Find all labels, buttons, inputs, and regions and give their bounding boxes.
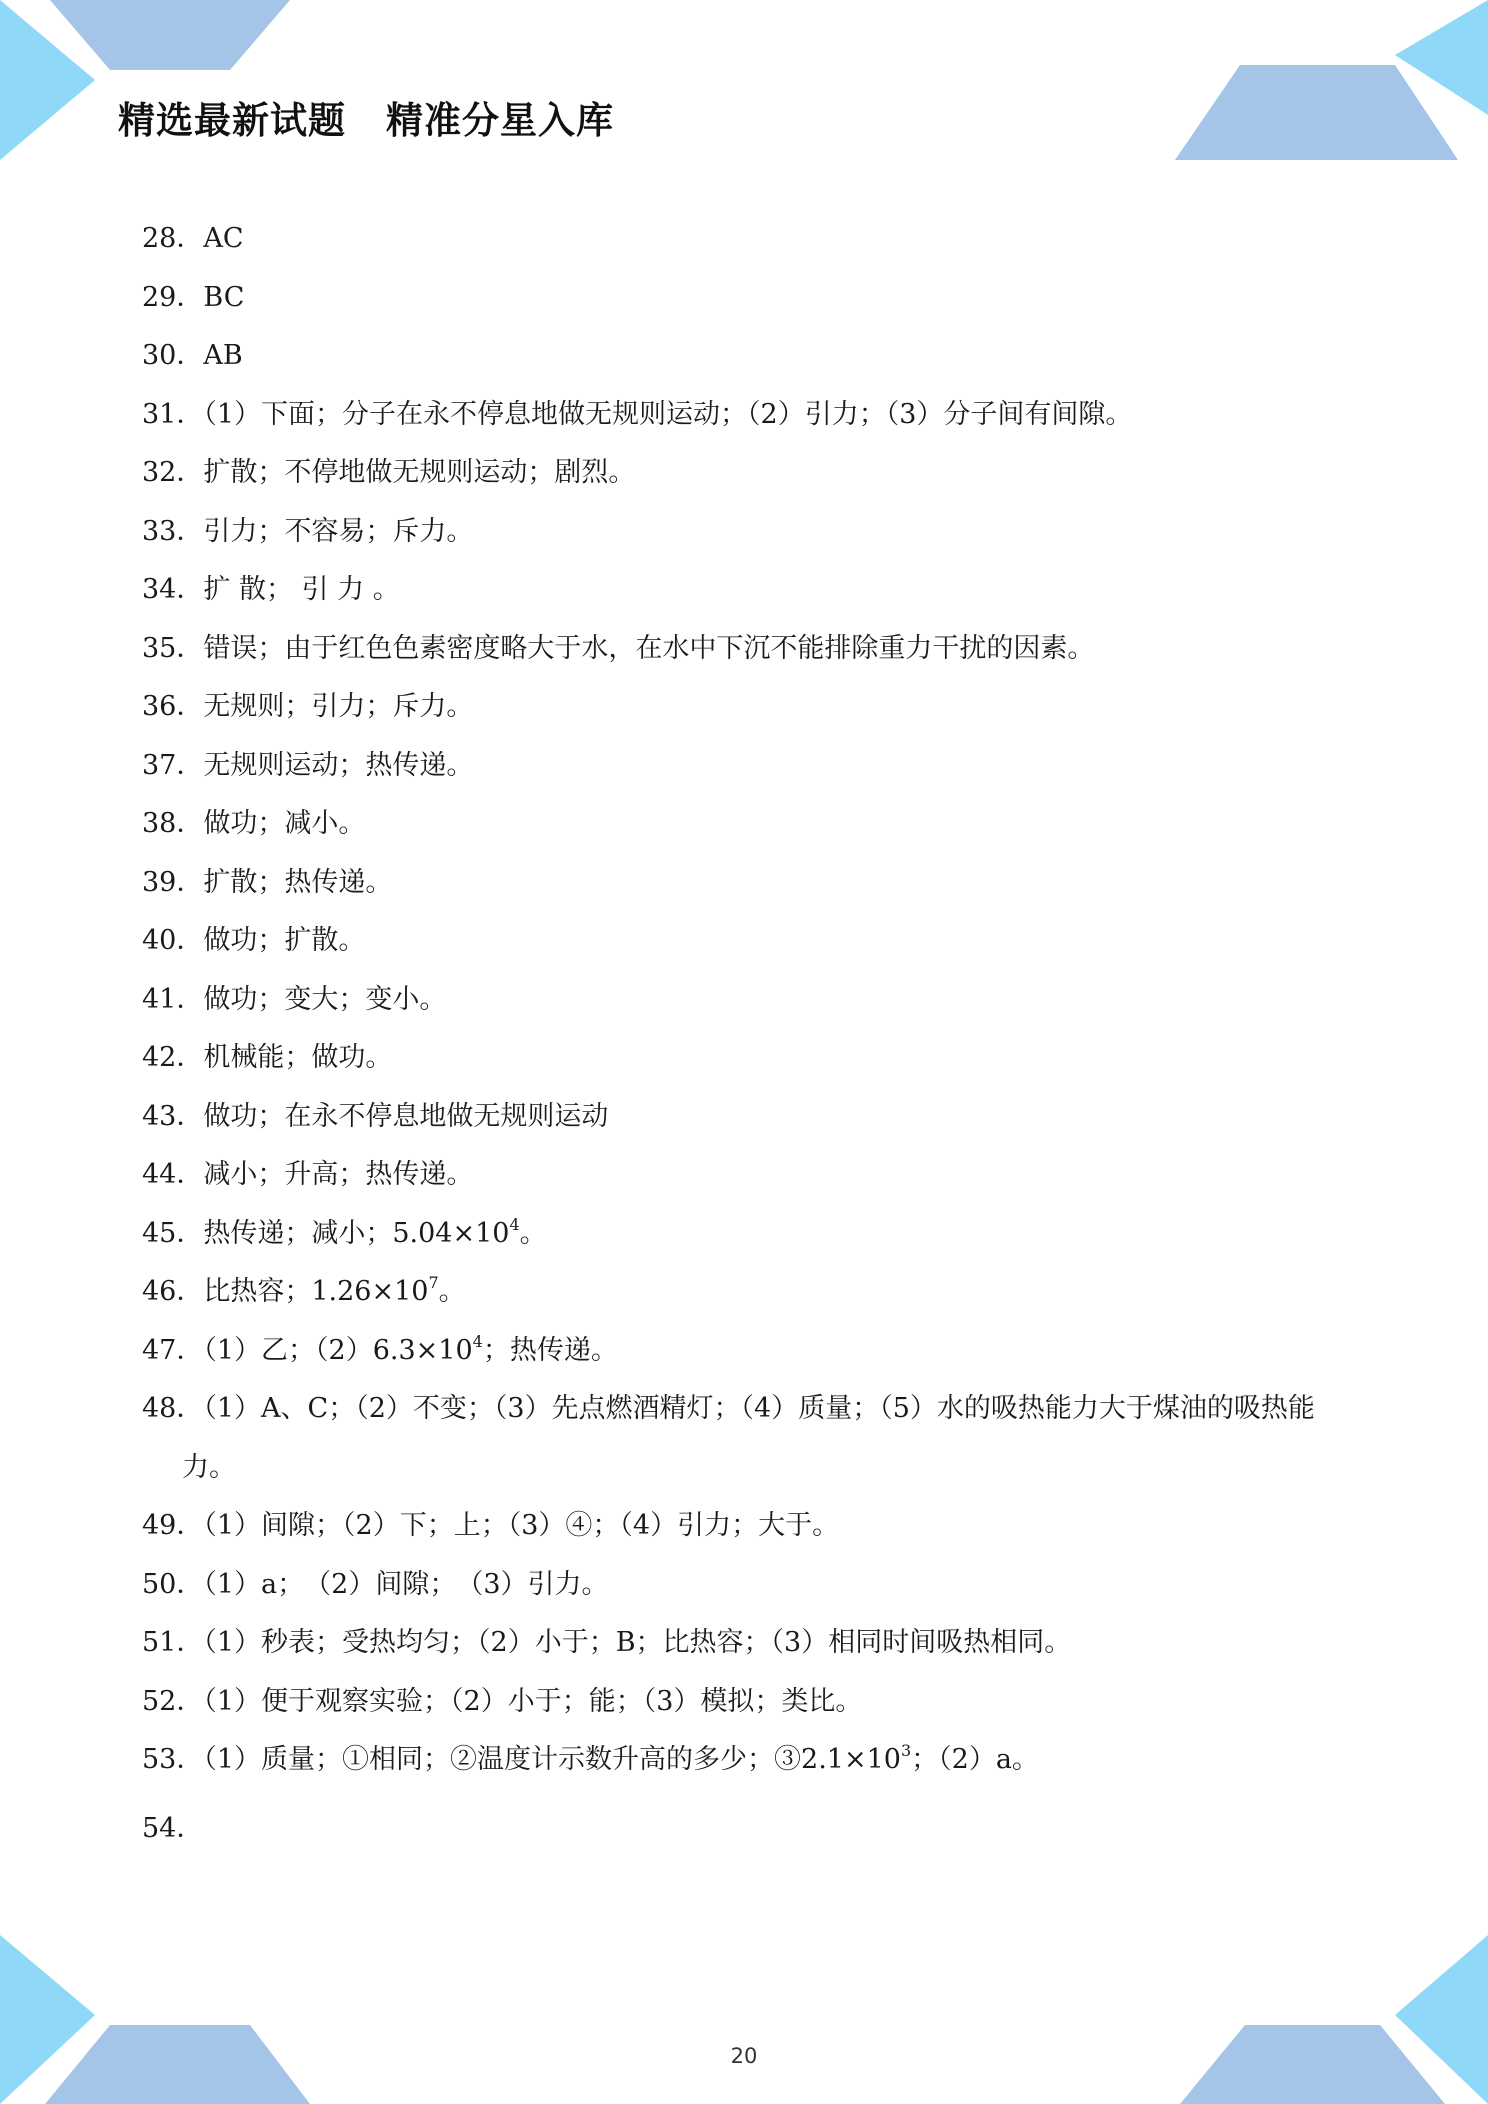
answer-list [142, 210, 1362, 1858]
answer-number: 49． [142, 1510, 204, 1541]
answer-number: 44． [142, 1159, 204, 1190]
answer-item-46 [142, 1263, 1362, 1322]
answer-item-28 [142, 210, 1362, 269]
answer-exponent: 4 [509, 1214, 520, 1234]
answer-item-48 [142, 1380, 1362, 1497]
answer-number: 31． [142, 398, 204, 430]
answer-item-43 [142, 1088, 1362, 1147]
answer-number: 38． [142, 808, 204, 839]
answer-item-30 [142, 327, 1362, 386]
answer-number: 34． [142, 574, 204, 605]
answer-text: （1）乙；（2）6.3×10 [203, 1334, 473, 1366]
answer-number: 53． [142, 1744, 204, 1775]
answer-number: 32． [142, 457, 204, 488]
answer-text: 引力；不容易；斥力。 [203, 515, 474, 547]
answer-text: （1）质量；①相同；②温度计示数升高的多少；③2.1×10 [203, 1744, 901, 1775]
answer-number: 51． [142, 1627, 204, 1658]
answer-item-36 [142, 678, 1362, 737]
answer-item-31 [142, 386, 1362, 445]
answer-text: AC [203, 223, 244, 254]
answer-text: AB [203, 340, 243, 371]
answer-item-52 [142, 1673, 1362, 1732]
answer-text: （1）便于观察实验；（2）小于；能；（3）模拟；类比。 [203, 1685, 863, 1717]
answer-text-tail: 。 [519, 1217, 547, 1249]
answer-number: 48． [142, 1393, 204, 1424]
answer-text: 无规则；引力；斥力。 [203, 691, 474, 722]
header-title [118, 90, 614, 144]
answer-number: 33． [142, 515, 204, 547]
answer-text: （1）a； （2）间隙； （3）引力。 [203, 1568, 609, 1600]
answer-text: 扩散；热传递。 [203, 866, 393, 898]
answer-text-tail: ；热传递。 [482, 1334, 618, 1366]
answer-number: 41． [142, 983, 204, 1015]
header-title-part2: 精准分星入库 [386, 99, 614, 142]
answer-item-33 [142, 503, 1362, 562]
answer-item-32 [142, 444, 1362, 503]
answer-item-49 [142, 1497, 1362, 1556]
answer-number: 46． [142, 1276, 204, 1307]
answer-number: 35． [142, 632, 204, 664]
answer-item-44 [142, 1146, 1362, 1205]
header-title-part1: 精选最新试题 [118, 99, 346, 142]
answer-item-34 [142, 561, 1362, 620]
answer-item-54 [142, 1800, 1362, 1859]
answer-text-tail: ；（2）a。 [911, 1744, 1039, 1775]
answer-text: 做功；在永不停息地做无规则运动 [203, 1100, 609, 1132]
answer-number: 30． [142, 340, 204, 371]
answer-item-40 [142, 912, 1362, 971]
answer-item-35 [142, 620, 1362, 679]
answer-number: 36． [142, 691, 204, 722]
answer-item-50 [142, 1556, 1362, 1615]
answer-text: BC [203, 281, 245, 313]
answer-text: 错误；由于红色色素密度略大于水，在水中下沉不能排除重力干扰的因素。 [203, 632, 1095, 664]
answer-number: 39． [142, 866, 204, 898]
answer-number: 54． [142, 1812, 204, 1844]
answer-text: 减小；升高；热传递。 [203, 1159, 474, 1190]
answer-text: （1）下面；分子在永不停息地做无规则运动；（2）引力；（3）分子间有间隙。 [203, 398, 1133, 430]
answer-item-45 [142, 1205, 1362, 1264]
answer-number: 28． [142, 223, 204, 254]
answer-exponent: 4 [472, 1331, 483, 1351]
answer-item-37 [142, 737, 1362, 796]
answer-item-47 [142, 1322, 1362, 1381]
answer-text: 做功；变大；变小。 [203, 983, 447, 1015]
answer-item-29 [142, 269, 1362, 328]
answer-exponent: 7 [428, 1273, 439, 1292]
answer-text: 做功；扩散。 [203, 925, 366, 956]
answer-item-38 [142, 795, 1362, 854]
answer-exponent: 3 [900, 1741, 912, 1760]
answer-text: （1）秒表；受热均匀；（2）小于；B；比热容；（3）相同时间吸热相同。 [203, 1627, 1072, 1658]
answer-number: 47． [142, 1334, 204, 1366]
answer-text: 扩 散； 引 力 。 [203, 574, 400, 605]
answer-text: 热传递；减小；5.04×10 [203, 1217, 510, 1249]
corner-shape-top-right-triangle [1395, 0, 1488, 115]
answer-item-53 [142, 1731, 1362, 1790]
answer-number: 37． [142, 749, 204, 781]
answer-number: 50． [142, 1568, 204, 1600]
answer-number: 40． [142, 925, 204, 956]
corner-shape-bottom-left-triangle [0, 1935, 95, 2104]
answer-text: 扩散；不停地做无规则运动；剧烈。 [203, 457, 636, 488]
answer-text: （1）间隙；（2）下；上；（3）④；（4）引力；大于。 [203, 1510, 840, 1541]
corner-shape-top-left-triangle [0, 0, 95, 160]
answer-number: 42． [142, 1042, 204, 1073]
corner-shape-top-left-trapezoid [50, 0, 290, 70]
answer-text: 无规则运动；热传递。 [203, 749, 474, 781]
corner-shape-top-right-trapezoid [1175, 65, 1458, 160]
answer-item-39 [142, 854, 1362, 913]
answer-text: （1）A、C；（2）不变；（3）先点燃酒精灯；（4）质量；（5）水的吸热能力大于煤油的吸热能力。 [182, 1393, 1315, 1483]
answer-number: 52． [142, 1685, 204, 1717]
answer-item-42 [142, 1029, 1362, 1088]
answer-text: 比热容；1.26×10 [203, 1276, 429, 1307]
answer-number: 29． [142, 281, 204, 313]
answer-item-41 [142, 971, 1362, 1030]
answer-number: 45． [142, 1217, 204, 1249]
answer-number: 43． [142, 1100, 204, 1132]
corner-shape-bottom-right-triangle [1395, 1935, 1488, 2104]
page-number: 20 [730, 2044, 758, 2068]
answer-text: 做功；减小。 [203, 808, 366, 839]
answer-item-51 [142, 1614, 1362, 1673]
answer-text-tail: 。 [438, 1276, 466, 1307]
answer-text: 机械能；做功。 [203, 1042, 393, 1073]
